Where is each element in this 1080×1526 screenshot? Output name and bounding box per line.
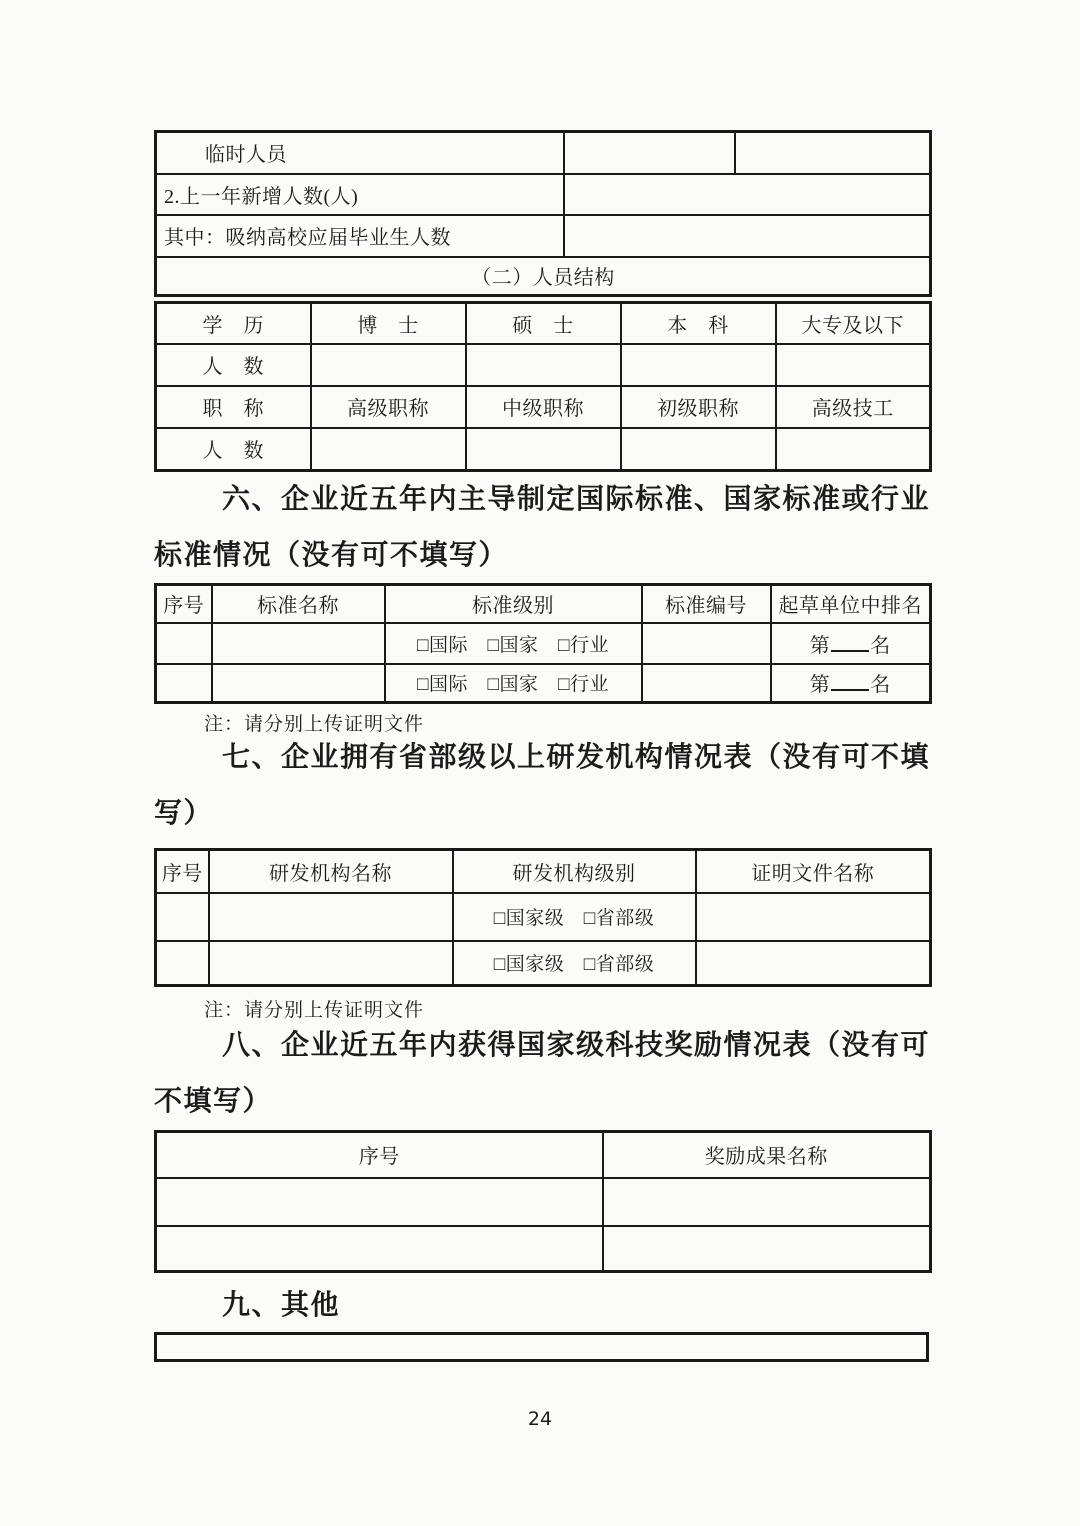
empty-cell (311, 344, 466, 386)
table-row (156, 215, 931, 257)
rank-prefix: 第 (809, 634, 831, 657)
empty-cell (735, 132, 931, 174)
table-row (156, 174, 931, 215)
standard-level-header: 标准级别 (385, 585, 642, 623)
count-label: 人 数 (156, 344, 311, 386)
drafting-rank-header: 起草单位中排名 (771, 585, 931, 623)
proof-doc-header: 证明文件名称 (696, 850, 931, 893)
table-row (156, 344, 931, 386)
table-header-row (156, 585, 931, 623)
empty-cell (209, 941, 453, 986)
institution-level-checkboxes: □国家级 □省部级 (453, 893, 696, 941)
empty-cell (564, 132, 735, 174)
rank-blank-line (831, 687, 869, 691)
empty-cell (156, 1226, 603, 1272)
master-label: 硕 士 (466, 303, 621, 344)
heading-line: 八、企业近五年内获得国家级科技奖励情况表（没有可 (222, 1030, 931, 1061)
empty-cell (212, 623, 385, 664)
seq-header: 序号 (156, 1132, 603, 1178)
rank-cell (771, 664, 931, 703)
empty-cell (603, 1178, 931, 1226)
awards-table (154, 1130, 932, 1273)
rd-institution-table (154, 848, 932, 987)
empty-cell (156, 664, 212, 703)
heading-line: 七、企业拥有省部级以上研发机构情况表（没有可不填 (222, 742, 931, 773)
heading-line: 写） (154, 798, 214, 829)
institution-level-header: 研发机构级别 (453, 850, 696, 893)
table-row (156, 428, 931, 471)
upload-note: 注：请分别上传证明文件 (204, 714, 425, 735)
empty-cell (621, 428, 776, 471)
standard-level-checkboxes: □国际 □国家 □行业 (385, 664, 642, 703)
standard-number-header: 标准编号 (642, 585, 771, 623)
college-label: 大专及以下 (776, 303, 931, 344)
empty-cell (603, 1226, 931, 1272)
rank-suffix: 名 (870, 674, 891, 697)
rank-blank-line (831, 648, 869, 652)
table-row (156, 893, 931, 941)
upload-note: 注：请分别上传证明文件 (204, 1000, 425, 1021)
empty-cell (642, 664, 771, 703)
table-row (156, 1178, 931, 1226)
heading-line: 九、其他 (222, 1290, 341, 1321)
seq-header: 序号 (156, 850, 209, 893)
empty-cell (696, 941, 931, 986)
empty-cell (776, 428, 931, 471)
section-six-heading (154, 472, 944, 584)
heading-line: 标准情况（没有可不填写） (154, 540, 509, 571)
seq-header: 序号 (156, 585, 212, 623)
award-name-header: 奖励成果名称 (603, 1132, 931, 1178)
page-number: 24 (527, 1408, 553, 1430)
title-label: 职 称 (156, 386, 311, 428)
table-row (156, 386, 931, 428)
table-row (156, 623, 931, 664)
senior-title-label: 高级职称 (311, 386, 466, 428)
table-row (156, 303, 931, 344)
table-row (156, 664, 931, 703)
section-nine-heading (154, 1278, 944, 1334)
rank-suffix: 名 (870, 634, 891, 657)
graduates-label: 其中：吸纳高校应届毕业生人数 (156, 215, 564, 257)
table-row (156, 1226, 931, 1272)
table-row (156, 257, 931, 296)
table-header-row (156, 1132, 931, 1178)
doctor-label: 博 士 (311, 303, 466, 344)
empty-cell (156, 623, 212, 664)
other-fill-box (154, 1332, 929, 1362)
count-label: 人 数 (156, 428, 311, 471)
table-header-row (156, 850, 931, 893)
empty-cell (212, 664, 385, 703)
personnel-structure-header: （二）人员结构 (156, 257, 931, 296)
senior-worker-label: 高级技工 (776, 386, 931, 428)
staff-count-table (154, 130, 932, 297)
standard-name-header: 标准名称 (212, 585, 385, 623)
empty-cell (621, 344, 776, 386)
institution-name-header: 研发机构名称 (209, 850, 453, 893)
rank-cell (771, 623, 931, 664)
heading-line: 六、企业近五年内主导制定国际标准、国家标准或行业 (222, 484, 931, 515)
empty-cell (466, 428, 621, 471)
empty-cell (156, 893, 209, 941)
table-row (156, 941, 931, 986)
personnel-structure-table (154, 301, 932, 472)
empty-cell (564, 174, 931, 215)
empty-cell (156, 1178, 603, 1226)
middle-title-label: 中级职称 (466, 386, 621, 428)
table-row (156, 132, 931, 174)
institution-level-checkboxes: □国家级 □省部级 (453, 941, 696, 986)
standards-table (154, 583, 932, 704)
new-staff-label: 2.上一年新增人数(人) (156, 174, 564, 215)
empty-cell (209, 893, 453, 941)
standard-level-checkboxes: □国际 □国家 □行业 (385, 623, 642, 664)
heading-line: 不填写） (154, 1086, 273, 1117)
empty-cell (564, 215, 931, 257)
education-label: 学 历 (156, 303, 311, 344)
empty-cell (311, 428, 466, 471)
bachelor-label: 本 科 (621, 303, 776, 344)
junior-title-label: 初级职称 (621, 386, 776, 428)
rank-prefix: 第 (809, 674, 831, 697)
empty-cell (642, 623, 771, 664)
section-eight-heading (154, 1018, 944, 1130)
empty-cell (696, 893, 931, 941)
empty-cell (776, 344, 931, 386)
empty-cell (466, 344, 621, 386)
section-seven-heading (154, 730, 944, 842)
empty-cell (156, 941, 209, 986)
temp-staff-label: 临时人员 (156, 132, 564, 174)
